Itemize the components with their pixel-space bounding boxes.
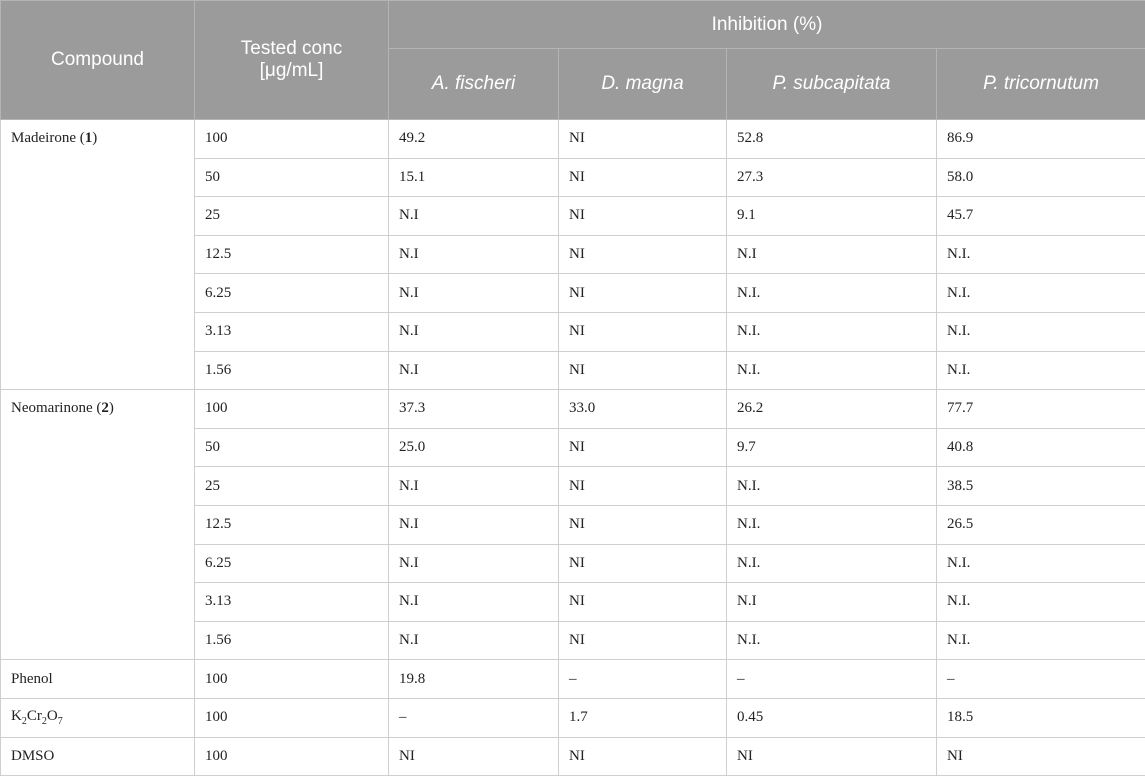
cell-d-magna: NI [559, 197, 727, 236]
cell-conc: 3.13 [195, 583, 389, 622]
cell-p-subcapitata: 9.1 [727, 197, 937, 236]
cell-p-tricornutum: – [937, 660, 1145, 699]
cell-d-magna: NI [559, 428, 727, 467]
cell-p-tricornutum: N.I. [937, 544, 1145, 583]
header-compound: Compound [1, 1, 195, 120]
table-row [1, 120, 1145, 159]
cell-a-fischeri: N.I [389, 505, 559, 544]
cell-p-tricornutum: 40.8 [937, 428, 1145, 467]
cell-p-subcapitata: N.I. [727, 505, 937, 544]
cell-p-tricornutum: N.I. [937, 274, 1145, 313]
cell-p-tricornutum: 58.0 [937, 158, 1145, 197]
cell-p-tricornutum: 18.5 [937, 698, 1145, 737]
cell-conc: 6.25 [195, 274, 389, 313]
compound-potassium-dichromate [1, 698, 195, 737]
table-row [1, 660, 1145, 699]
cell-a-fischeri: 19.8 [389, 660, 559, 699]
cell-d-magna: 1.7 [559, 698, 727, 737]
cell-p-subcapitata: 26.2 [727, 390, 937, 429]
cell-p-tricornutum: 26.5 [937, 505, 1145, 544]
cell-p-tricornutum: 38.5 [937, 467, 1145, 506]
cell-p-subcapitata: N.I [727, 583, 937, 622]
cell-d-magna: NI [559, 274, 727, 313]
cell-d-magna: NI [559, 235, 727, 274]
formula-subscript: 2 [42, 716, 47, 727]
cell-p-subcapitata: N.I. [727, 544, 937, 583]
cell-a-fischeri: N.I [389, 467, 559, 506]
cell-p-subcapitata: 52.8 [727, 120, 937, 159]
cell-p-tricornutum: 45.7 [937, 197, 1145, 236]
compound-madeirone: Madeirone (1) [1, 120, 195, 390]
header-tested-conc-line1: Tested conc [241, 38, 342, 59]
cell-a-fischeri: N.I [389, 351, 559, 390]
cell-a-fischeri: N.I [389, 274, 559, 313]
cell-d-magna: NI [559, 583, 727, 622]
header-inhibition: Inhibition (%) [389, 1, 1145, 49]
cell-conc: 50 [195, 428, 389, 467]
cell-conc: 100 [195, 660, 389, 699]
cell-conc: 25 [195, 197, 389, 236]
compound-name: Madeirone [11, 130, 76, 146]
compound-dmso: DMSO [1, 737, 195, 776]
cell-conc: 100 [195, 120, 389, 159]
cell-d-magna: 33.0 [559, 390, 727, 429]
cell-conc: 3.13 [195, 312, 389, 351]
table-row [1, 390, 1145, 429]
cell-p-subcapitata: N.I. [727, 351, 937, 390]
cell-conc: 12.5 [195, 505, 389, 544]
cell-p-tricornutum: 86.9 [937, 120, 1145, 159]
cell-a-fischeri: N.I [389, 544, 559, 583]
cell-p-subcapitata: N.I. [727, 274, 937, 313]
cell-p-tricornutum: N.I. [937, 621, 1145, 660]
cell-p-subcapitata: N.I. [727, 467, 937, 506]
cell-conc: 100 [195, 390, 389, 429]
compound-number: 2 [101, 400, 109, 416]
cell-d-magna: – [559, 660, 727, 699]
header-species-d-magna: D. magna [559, 49, 727, 120]
cell-conc: 1.56 [195, 621, 389, 660]
cell-d-magna: NI [559, 467, 727, 506]
cell-d-magna: NI [559, 505, 727, 544]
formula-subscript: 7 [58, 716, 63, 727]
cell-p-tricornutum: N.I. [937, 312, 1145, 351]
cell-a-fischeri: N.I [389, 621, 559, 660]
header-species-p-tricornutum: P. tricornutum [937, 49, 1145, 120]
cell-a-fischeri: N.I [389, 583, 559, 622]
formula-part: O [47, 708, 58, 724]
formula-part: Cr [27, 708, 42, 724]
cell-p-tricornutum: 77.7 [937, 390, 1145, 429]
cell-p-subcapitata: N.I. [727, 312, 937, 351]
header-tested-conc-line2: [μg/mL] [260, 60, 324, 81]
cell-conc: 100 [195, 698, 389, 737]
compound-neomarinone: Neomarinone (2) [1, 390, 195, 660]
compound-phenol: Phenol [1, 660, 195, 699]
cell-p-subcapitata: NI [727, 737, 937, 776]
cell-p-tricornutum: N.I. [937, 351, 1145, 390]
cell-a-fischeri: 25.0 [389, 428, 559, 467]
header-species-p-subcapitata: P. subcapitata [727, 49, 937, 120]
cell-p-subcapitata: 0.45 [727, 698, 937, 737]
cell-d-magna: NI [559, 120, 727, 159]
table-row [1, 737, 1145, 776]
cell-a-fischeri: – [389, 698, 559, 737]
header-tested-conc [195, 1, 389, 120]
cell-d-magna: NI [559, 351, 727, 390]
cell-p-subcapitata: – [727, 660, 937, 699]
cell-conc: 12.5 [195, 235, 389, 274]
cell-a-fischeri: 37.3 [389, 390, 559, 429]
cell-a-fischeri: N.I [389, 312, 559, 351]
table-row [1, 698, 1145, 737]
cell-conc: 1.56 [195, 351, 389, 390]
cell-p-subcapitata: 27.3 [727, 158, 937, 197]
cell-conc: 50 [195, 158, 389, 197]
cell-p-tricornutum: NI [937, 737, 1145, 776]
cell-conc: 25 [195, 467, 389, 506]
cell-conc: 100 [195, 737, 389, 776]
cell-p-subcapitata: 9.7 [727, 428, 937, 467]
cell-a-fischeri: 49.2 [389, 120, 559, 159]
cell-a-fischeri: 15.1 [389, 158, 559, 197]
compound-name: Neomarinone [11, 400, 93, 416]
cell-p-subcapitata: N.I [727, 235, 937, 274]
cell-a-fischeri: N.I [389, 197, 559, 236]
cell-d-magna: NI [559, 621, 727, 660]
formula-subscript: 2 [22, 716, 27, 727]
cell-a-fischeri: NI [389, 737, 559, 776]
cell-a-fischeri: N.I [389, 235, 559, 274]
header-species-a-fischeri: A. fischeri [389, 49, 559, 120]
compound-number: 1 [85, 130, 93, 146]
cell-d-magna: NI [559, 544, 727, 583]
cell-p-tricornutum: N.I. [937, 235, 1145, 274]
cell-conc: 6.25 [195, 544, 389, 583]
cell-d-magna: NI [559, 312, 727, 351]
formula-part: K [11, 708, 22, 724]
cell-d-magna: NI [559, 158, 727, 197]
cell-d-magna: NI [559, 737, 727, 776]
cell-p-tricornutum: N.I. [937, 583, 1145, 622]
cell-p-subcapitata: N.I. [727, 621, 937, 660]
